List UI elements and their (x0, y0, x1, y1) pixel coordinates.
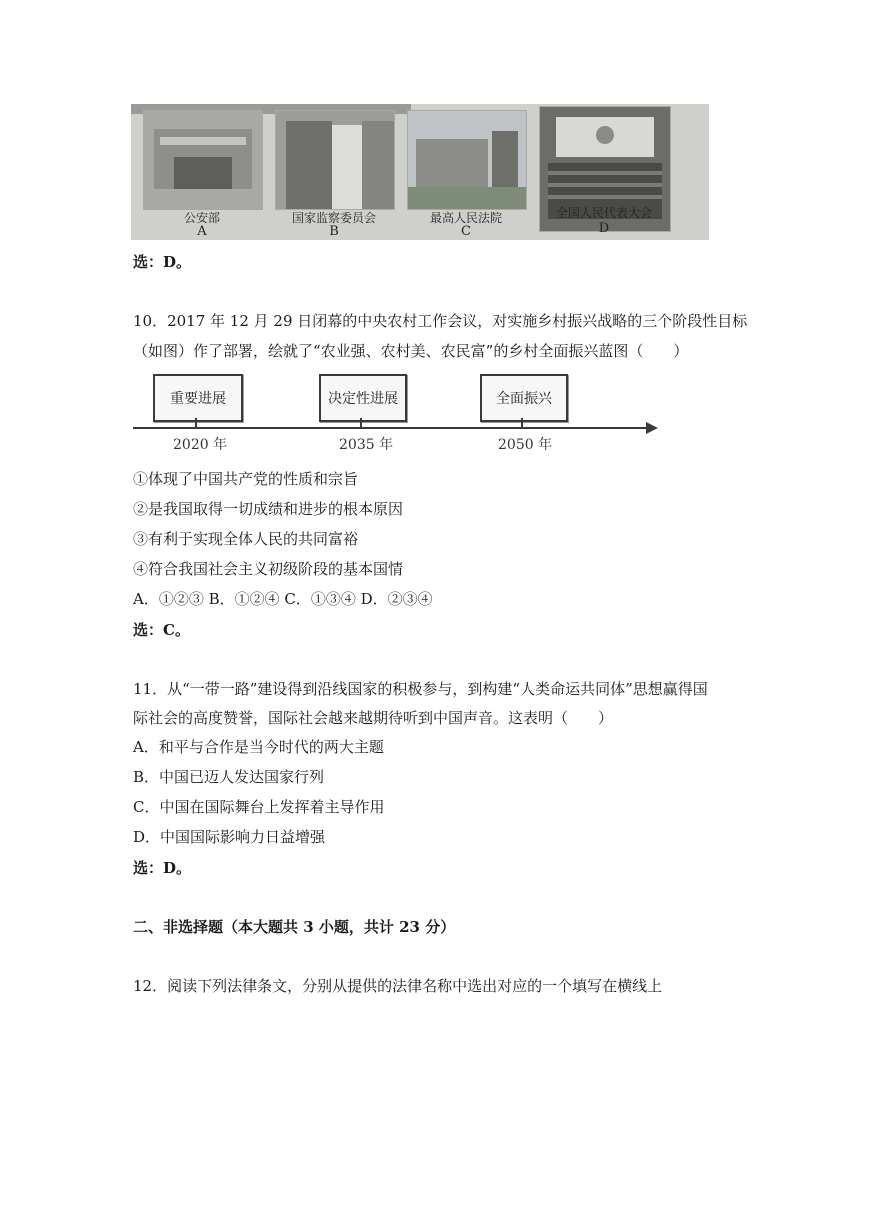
q9-answer: 选：D。 (133, 253, 192, 271)
q11-option-d: D．中国国际影响力日益增强 (133, 828, 326, 846)
q11-stem-line-2: 际社会的高度赞誉，国际社会越来越期待听到中国声音。这表明（ ） (133, 709, 614, 727)
photo-letter-c: C (461, 224, 471, 239)
q11-answer: 选：D。 (133, 859, 192, 877)
q10-statement-3: ③有利于实现全体人民的共同富裕 (133, 530, 359, 548)
photo-label-d: 全国人民代表大会 (555, 206, 652, 220)
q11-option-a: A．和平与合作是当今时代的两大主题 (133, 738, 384, 756)
timeline-box-3: 全面振兴 (480, 374, 568, 422)
timeline-axis (133, 427, 648, 429)
q10-options: A．①②③ B．①②④ C．①③④ D．②③④ (133, 590, 433, 608)
timeline-box-1: 重要进展 (153, 374, 243, 422)
photo-label-c: 最高人民法院 (429, 211, 502, 225)
q10-statement-1: ①体现了中国共产党的性质和宗旨 (133, 470, 359, 488)
photo-letter-b: B (329, 224, 339, 239)
building-entrance-icon (276, 111, 394, 209)
court-building-icon (408, 111, 526, 209)
q10-stem-line-2: （如图）作了部署，绘就了“农业强、农村美、农民富”的乡村全面振兴蓝图（ ） (133, 342, 689, 360)
photo-state-supervision-commission (275, 110, 395, 210)
photo-label-b: 国家监察委员会 (291, 211, 376, 225)
photo-letter-a: A (197, 224, 207, 239)
q11-stem-line-1: 11．从“一带一路”建设得到沿线国家的积极参与，到构建“人类命运共同体”思想赢得国 (133, 680, 708, 698)
section-2-heading: 二、非选择题（本大题共 3 小题，共计 23 分） (133, 918, 456, 936)
q10-answer: 选：C。 (133, 621, 190, 639)
q10-timeline-diagram (133, 372, 663, 462)
timeline-box-2: 决定性进展 (319, 374, 407, 422)
q11-option-c: C．中国在国际舞台上发挥着主导作用 (133, 798, 385, 816)
timeline-year-2: 2035 年 (339, 437, 394, 453)
timeline-year-3: 2050 年 (498, 437, 553, 453)
photo-letter-d: D (598, 221, 610, 236)
q10-statement-4: ④符合我国社会主义初级阶段的基本国情 (133, 560, 404, 578)
q10-statement-2: ②是我国取得一切成绩和进步的根本原因 (133, 500, 404, 518)
q11-option-b: B．中国已迈人发达国家行列 (133, 768, 325, 786)
arrow-right-icon (646, 422, 658, 434)
photo-public-security-ministry (143, 110, 263, 210)
photo-supreme-court (407, 110, 527, 210)
q12-stem-line-1: 12．阅读下列法律条文，分别从提供的法律名称中选出对应的一个填写在横线上 (133, 977, 663, 995)
building-facade-icon (144, 111, 262, 209)
q10-stem-line-1: 10．2017 年 12 月 29 日闭幕的中央农村工作会议，对实施乡村振兴战略的三个阶段性目标 (133, 312, 748, 330)
timeline-year-1: 2020 年 (173, 437, 228, 453)
photo-label-a: 公安部 (183, 211, 220, 225)
